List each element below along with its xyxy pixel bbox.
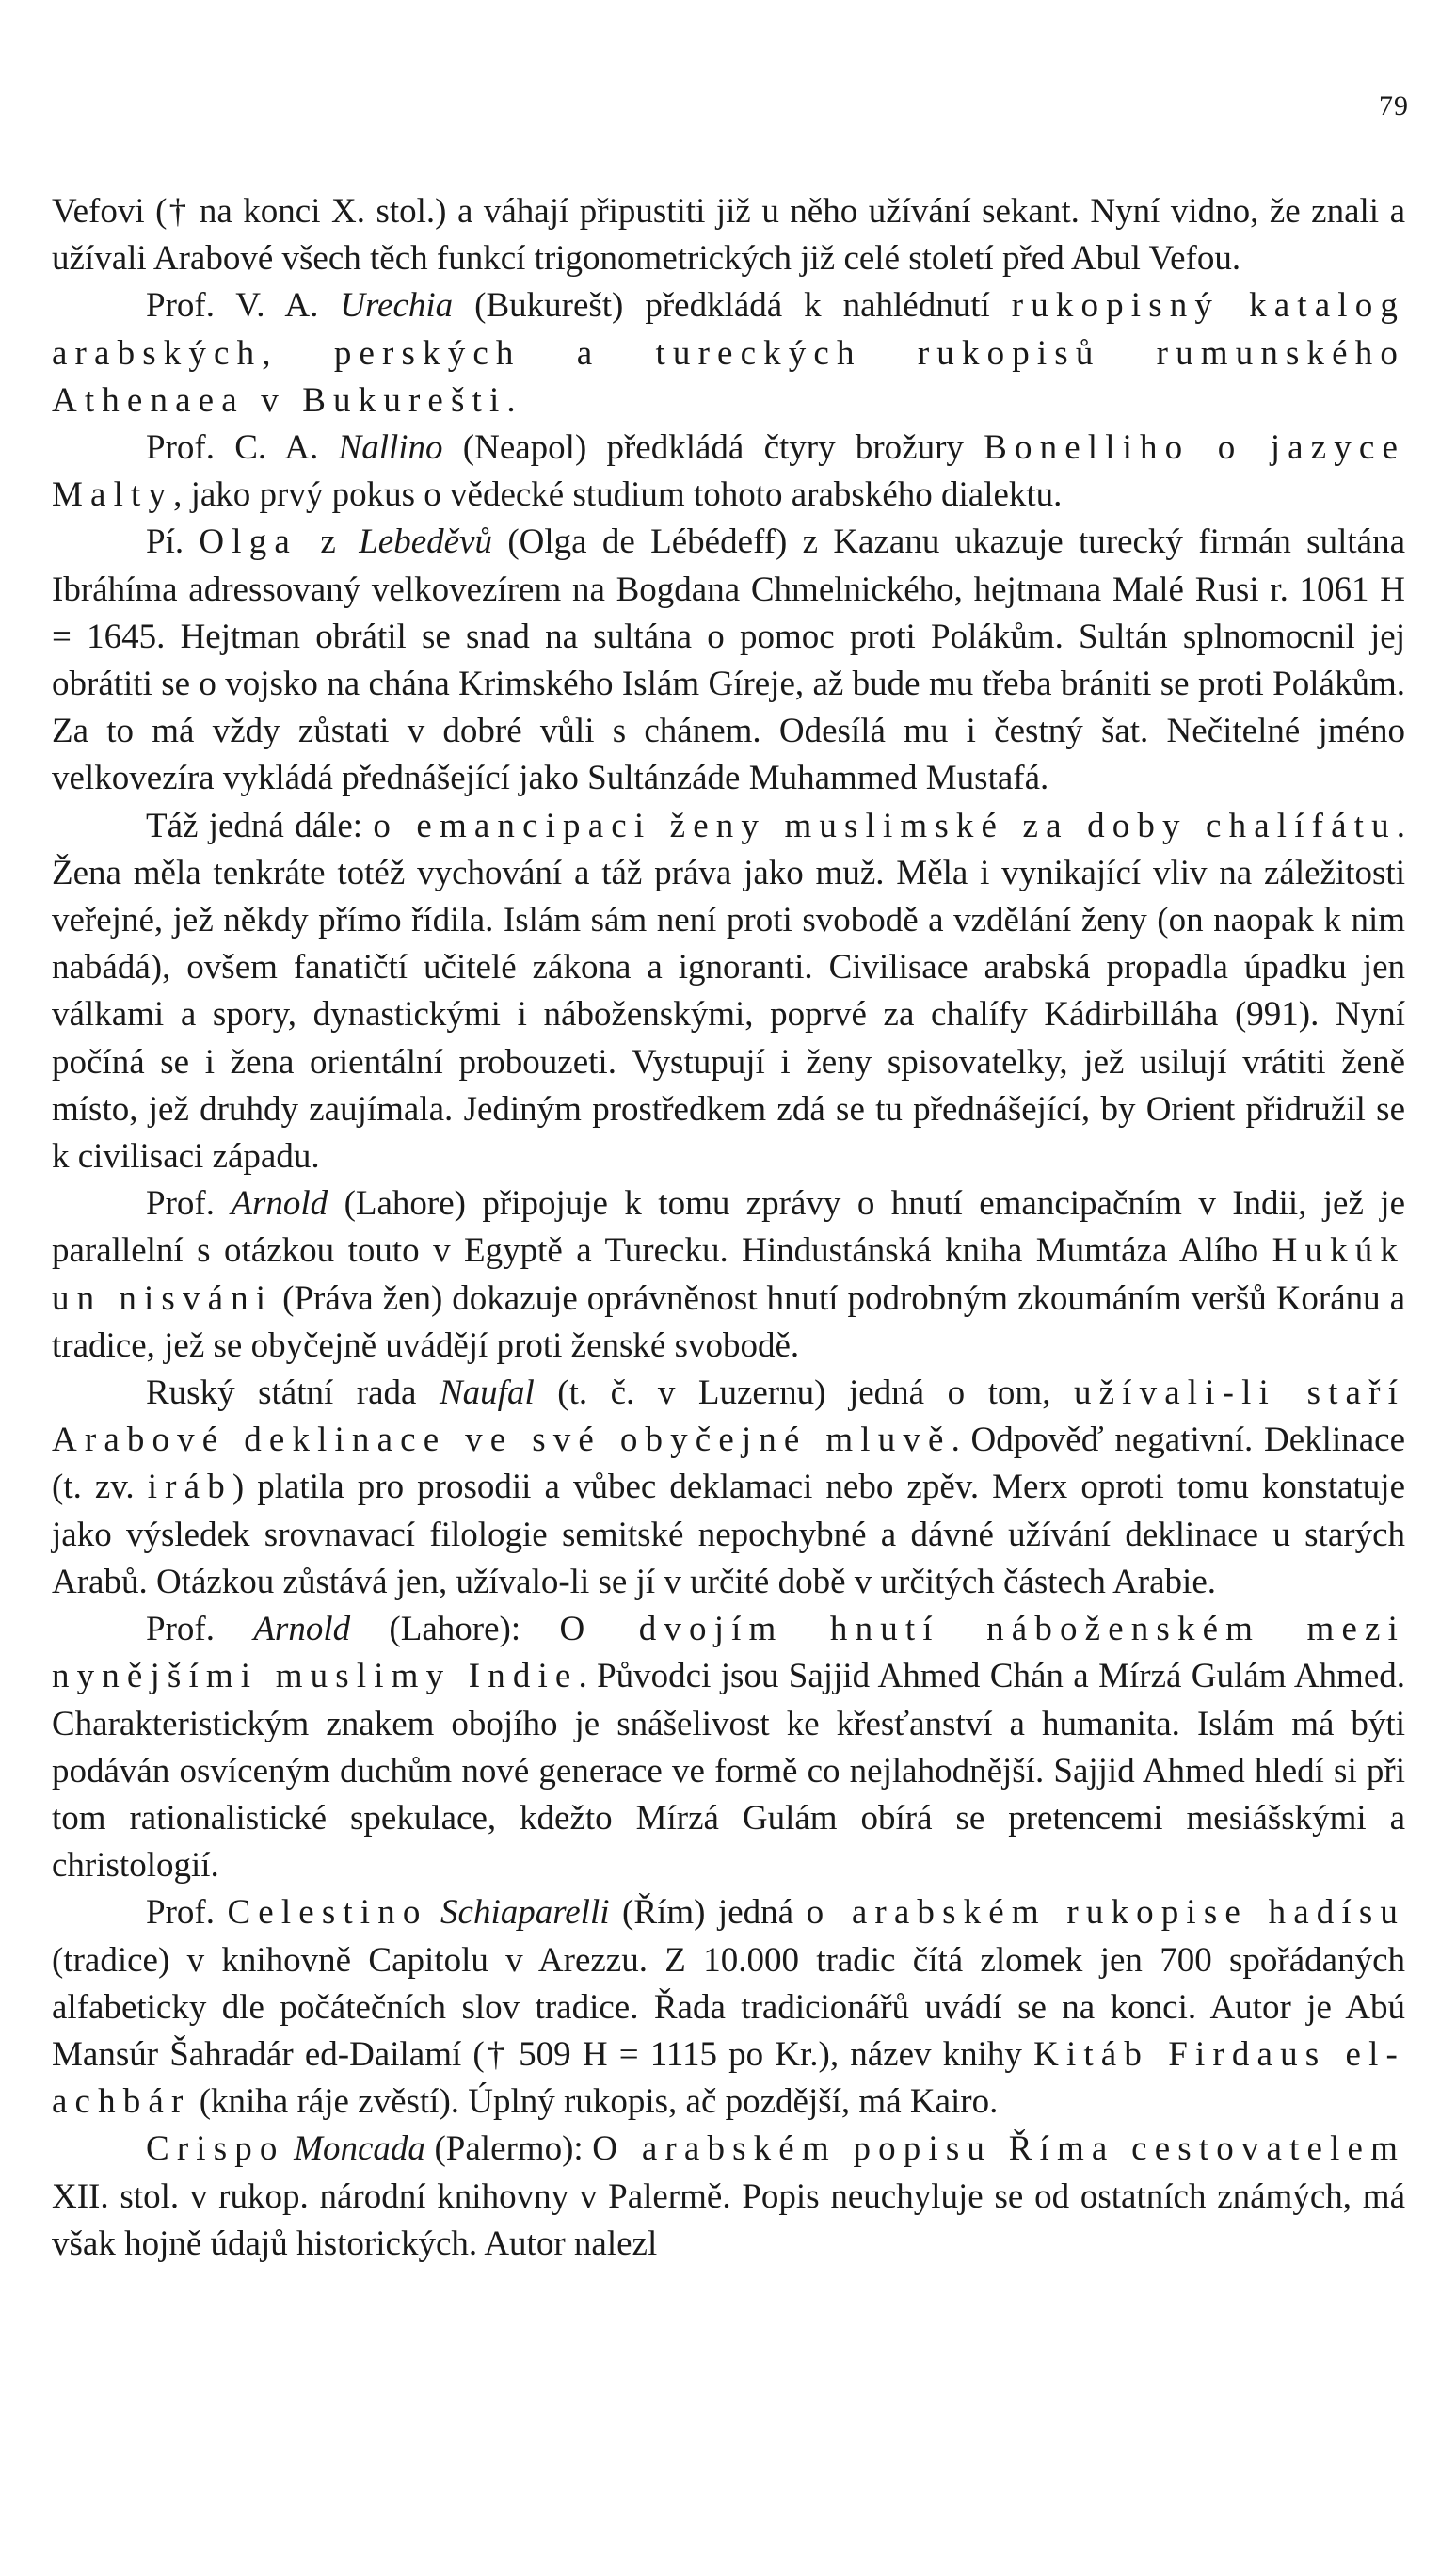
spaced-emphasis: O dvojím hnutí náboženském mezi nynějšími muslimy Indie [52,1610,1405,1696]
text-run: (Neapol) předkládá čtyry brožury [442,428,984,468]
text-run: . [506,380,516,420]
spaced-emphasis: iráb [147,1468,232,1507]
text-run: XII. stol. v rukop. národní knihovny v Palermě. Popis neuchyluje se od ostatních známých, má však hojně údajů historických. Autor nalezl [52,2176,1405,2263]
author-name: Arnold [253,1610,351,1649]
text-run: Prof. [146,1184,232,1224]
text-run: Vefovi († na konci X. stol.) a váhají připustiti již u něho užívání sekant. Nyní vidno, že znali a užívali Arabové všech těch funkcí trigonometrických již celé století před Abul Vefou. [52,192,1405,279]
text-run: (Lahore) připojuje k tomu zprávy o hnutí emancipačním v Indii, jež je parallelní s otázkou touto v Egyptě a Turecku. Hindustánská kniha Mumtáza Alího [52,1184,1405,1271]
text-run: . Žena měla tenkráte totéž vychování a táž práva jako muž. Měla i vynikající vliv na záležitosti veřejné, jež někdy přímo řídila. Islám sám není proti svobodě a vzdělání ženy (on naopak k nim nabádá), ovšem fanatičtí učitelé zákona a ignoranti. Civilisace arabská propadla úpadku jen válkami a spory, dynastickými i náboženskými, poprvé za chalífy Kádirbilláha (991). Nyní počíná se i žena orientální probouzeti. Vystupují i ženy spisovatelky, jež usilují vrátiti ženě místo, jež druhdy zaujímala. Jediným prostředkem zdá se tu přednášející, by Orient přidružil se k civilisaci západu. [52,806,1405,1177]
paragraph [52,1889,1405,2126]
text-run [344,522,359,561]
paragraph [52,519,1405,802]
paragraph [52,803,1405,1181]
text-run [285,2129,295,2168]
text-run: (tradice) v knihovně Capitolu v Arezzu. Z 10.000 tradic čítá zlomek jen 700 spořádaných alfabeticky dle počátečních slov tradice. Řada tradicionářů uvádí se na konci. Autor je Abú Mansúr Šahradár ed-Dailamí († 509 H = 1115 po Kr.), název knihy [52,1940,1405,2074]
author-name: Moncada [294,2129,425,2169]
spaced-emphasis: užívali-li staří Arabové deklinace ve své obyčejné mluvě [52,1373,1405,1460]
paragraph [52,282,1405,425]
text-run [428,1893,441,1932]
spaced-emphasis: o arabském rukopise hadísu [806,1893,1406,1933]
text-run: (kniha ráje zvěstí). Úplný rukopis, ač pozdější, má Kairo. [190,2082,999,2122]
paragraph [52,1606,1405,1889]
text-run: (Řím) jedná [609,1893,807,1933]
spaced-emphasis: Crispo [146,2129,285,2169]
text-run: Táž jedná dále: [146,806,374,845]
author-name: Arnold [231,1184,328,1224]
paragraph [52,425,1405,519]
author-name: Urechia [340,286,454,326]
text-run: ) platila pro prosodii a vůbec deklamaci nebo zpěv. Merx oproti tomu konstatuje jako výsledek srovnavací filologie semitské nepochybné a dávné užívání deklinace u starých Arabů. Otázkou zůstává jen, užívalo-li se jí v určité době v určitých částech Arabie. [52,1468,1406,1601]
author-name: Schiaparelli [440,1893,610,1933]
spaced-emphasis: Celestino [227,1893,428,1933]
spaced-emphasis: O arabském popisu Říma cestovatelem [592,2129,1405,2169]
text-run: Pí. [146,522,200,562]
spaced-emphasis: rukopisný katalog arabských, perských a tureckých rukopisů rumunského Athenaea v Bukurešti [52,286,1405,420]
text-run: (Olga de Lébédeff) z Kazanu ukazuje turecký firmán sultána Ibráhíma adressovaný velkovezírem na Bogdana Chmelnického, hejtmana Malé Rusi r. 1061 H = 1645. Hejtman obrátil se snad na sultána o pomoc proti Polákům. Sultán splnomocnil jej obrátiti se o vojsko na chána Krimského Islám Gíreje, až bude mu třeba brániti se proti Polákům. Za to má vždy zůstati v dobré vůli s chánem. Odesílá mu i čestný šat. Nečitelné jméno velkovezíra vykládá přednášející jako Sultánzáde Muhammed Mustafá. [52,522,1405,798]
paragraph [52,2126,1405,2268]
text-run: . Odpověď negativní. Deklinace (t. zv. [52,1421,1405,1507]
text-run: (t. č. v Luzernu) jedná o tom, [534,1373,1074,1413]
spaced-emphasis: o emancipaci ženy muslimské za doby chalífátu [373,806,1397,845]
text-run: (Práva žen) dokazuje oprávněnost hnutí podrobným zkoumáním veršů Koránu a tradice, jež se obyčejně uvádějí proti ženské svobodě. [52,1278,1406,1365]
spaced-emphasis: Hukúk un nisváni [52,1231,1405,1318]
author-name: Naufal [439,1373,535,1413]
text-run: . Původci jsou Sajjid Ahmed Chán a Mírzá Gulám Ahmed. Charakteristickým znakem obojího je snášelivost ke křesťanství a humanita. Islám má býti podáván osvíceným duchům nové generace ve formě co nejlahodnější. Sajjid Ahmed hledí si při tom rationalistické spekulace, kdežto Mírzá Gulám obírá se pretencemi mesiášskými a christologií. [52,1657,1405,1886]
paragraph [52,188,1405,282]
text-run: Prof. V. A. [146,286,341,326]
text-body [52,188,1405,2268]
paragraph [52,1180,1405,1370]
spaced-emphasis: Bonelliho o jazyce Malty [52,428,1406,515]
paragraph [52,1370,1405,1606]
author-name: Lebeděvů [359,522,493,562]
page-number: 79 [1379,90,1409,121]
spaced-emphasis: Kitáb Firdaus el-achbár [52,2034,1405,2122]
text-run: (Lahore): [350,1610,560,1649]
text-run: Ruský státní rada [146,1373,440,1413]
text-run: Prof. [146,1893,228,1933]
spaced-emphasis: Olga z [199,522,344,562]
text-run: Prof. C. A. [146,428,339,468]
text-run: (Bukurešt) předkládá k nahlédnutí [453,286,1012,326]
text-run: (Palermo): [424,2129,593,2169]
text-run: Prof. [146,1610,254,1649]
text-run: , jako prvý pokus o vědecké studium tohoto arabského dialektu. [173,475,1063,515]
author-name: Nallino [338,428,443,468]
